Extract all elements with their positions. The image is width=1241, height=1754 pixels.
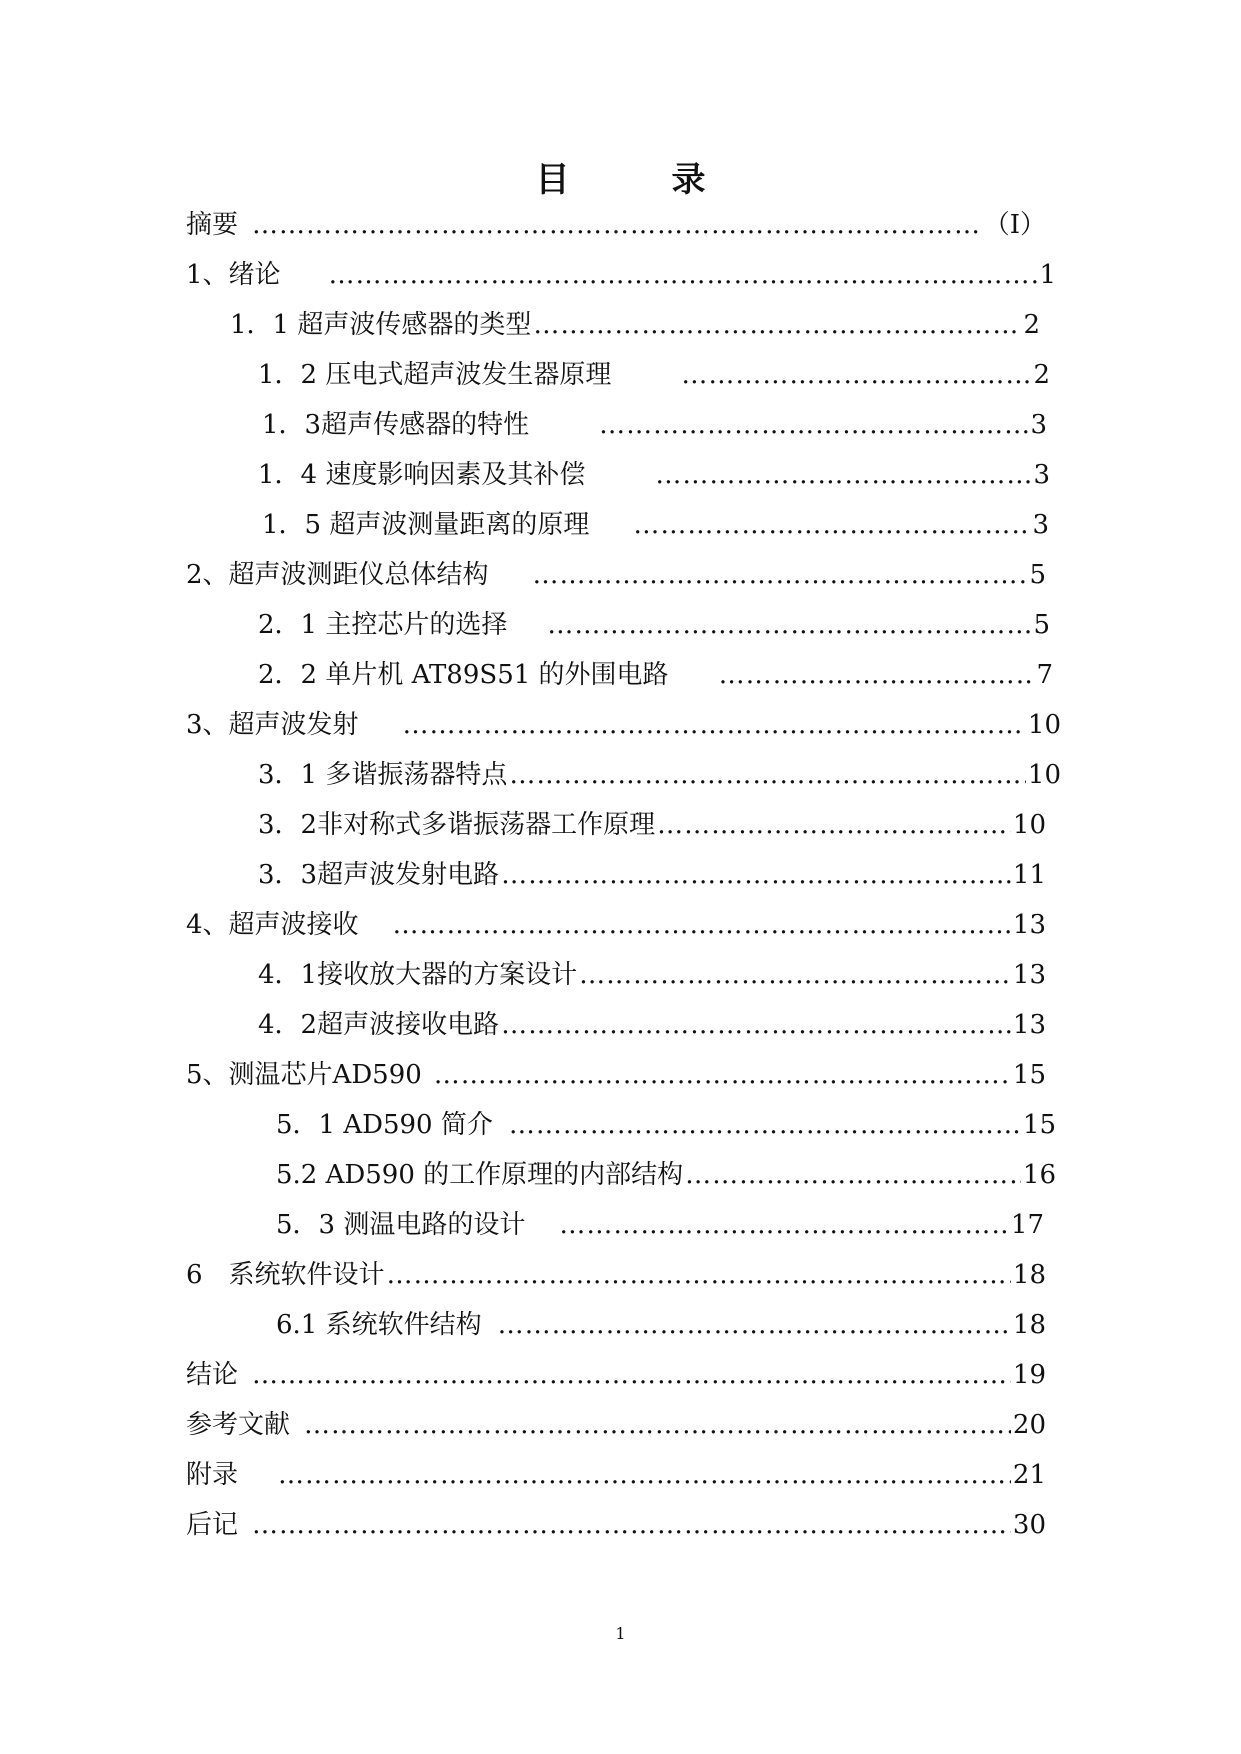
toc-entry-section-2-1[interactable] (258, 605, 1050, 645)
toc-entry-section-1-1[interactable] (230, 305, 1040, 345)
toc-entry-page: 20 (1012, 1410, 1046, 1440)
toc-dot-leader (509, 755, 1026, 795)
toc-entry-abstract[interactable] (186, 205, 1046, 245)
toc-dot-leader (329, 255, 1038, 295)
toc-entry-label: 4．2超声波接收电路 (258, 1010, 500, 1040)
toc-entry-page: 7 (1036, 660, 1053, 690)
toc-entry-label: 4、超声波接收 (186, 910, 359, 940)
toc-entry-page: 3 (1030, 410, 1047, 440)
toc-entry-page: 18 (1012, 1260, 1046, 1290)
toc-entry-page: 21 (1012, 1460, 1046, 1490)
toc-entry-label: 6 系统软件设计 (186, 1260, 385, 1290)
toc-entry-section-6-1[interactable] (276, 1305, 1046, 1345)
toc-dot-leader (387, 1255, 1011, 1295)
toc-entry-section-1-2[interactable] (258, 355, 1050, 395)
footer-page-number: 1 (615, 1624, 626, 1643)
toc-entry-page: 2 (1033, 360, 1050, 390)
toc-entry-label: 2、超声波测距仪总体结构 (186, 560, 489, 590)
toc-entry-section-4-1[interactable] (258, 955, 1046, 995)
toc-entry-label: 1．1 超声波传感器的类型 (230, 310, 532, 340)
toc-entry-chapter-1[interactable] (186, 255, 1056, 295)
toc-entry-section-1-3[interactable] (262, 405, 1047, 445)
toc-dot-leader (252, 205, 982, 245)
toc-entry-label: 摘要 (186, 210, 239, 240)
toc-dot-leader (633, 505, 1030, 545)
toc-entry-page: 18 (1012, 1310, 1046, 1340)
toc-entry-page: 3 (1033, 460, 1050, 490)
toc-entry-section-5-3[interactable] (276, 1205, 1044, 1245)
toc-dot-leader (657, 805, 1011, 845)
toc-entry-conclusion[interactable] (186, 1355, 1046, 1395)
toc-entry-page: 10 (1027, 710, 1061, 740)
toc-dot-leader (509, 1105, 1021, 1145)
toc-dot-leader (655, 455, 1031, 495)
toc-entry-section-1-4[interactable] (258, 455, 1050, 495)
toc-dot-leader (501, 855, 1011, 895)
toc-entry-section-3-2[interactable] (258, 805, 1046, 845)
toc-entry-label: 3、超声波发射 (186, 710, 359, 740)
toc-dot-leader (533, 555, 1028, 595)
toc-dot-leader (719, 655, 1035, 695)
toc-entry-label: 5、测温芯片AD590 (186, 1060, 422, 1090)
toc-entry-page: 5 (1033, 610, 1050, 640)
toc-entry-page: 17 (1010, 1210, 1044, 1240)
toc-entry-page: 16 (1022, 1160, 1056, 1190)
toc-entry-chapter-4[interactable] (186, 905, 1046, 945)
toc-entry-appendix[interactable] (186, 1455, 1046, 1495)
toc-entry-label: 附录 (186, 1460, 239, 1490)
toc-entry-page: 19 (1012, 1360, 1046, 1390)
toc-entry-chapter-2[interactable] (186, 555, 1046, 595)
toc-entry-references[interactable] (186, 1405, 1046, 1445)
toc-dot-leader (278, 1455, 1011, 1495)
toc-entry-chapter-6[interactable] (186, 1255, 1046, 1295)
toc-entry-section-1-5[interactable] (262, 505, 1049, 545)
toc-dot-leader (252, 1355, 1011, 1395)
toc-entry-label: 2．1 主控芯片的选择 (258, 610, 508, 640)
toc-entry-page: 10 (1027, 760, 1061, 790)
toc-entry-section-4-2[interactable] (258, 1005, 1046, 1045)
toc-dot-leader (533, 305, 1021, 345)
toc-entry-label: 5.2 AD590 的工作原理的内部结构 (276, 1160, 684, 1190)
toc-entry-page: 11 (1012, 860, 1046, 890)
toc-entry-label: 1．4 速度影响因素及其补偿 (258, 460, 586, 490)
toc-entry-label: 1．3超声传感器的特性 (262, 410, 530, 440)
toc-entry-label: 3．2非对称式多谐振荡器工作原理 (258, 810, 656, 840)
page-title: 目 录 (535, 160, 740, 200)
toc-entry-page: 13 (1012, 960, 1046, 990)
toc-entry-page: 5 (1029, 560, 1046, 590)
toc-entry-page: 15 (1022, 1110, 1056, 1140)
toc-entry-label: 结论 (186, 1360, 239, 1390)
toc-entry-label: 参考文献 (186, 1410, 291, 1440)
toc-dot-leader (685, 1155, 1021, 1195)
toc-entry-label: 后记 (186, 1510, 239, 1540)
toc-entry-page: 13 (1012, 910, 1046, 940)
toc-dot-leader (252, 1505, 1011, 1545)
toc-entry-chapter-3[interactable] (186, 705, 1061, 745)
toc-dot-leader (559, 1205, 1009, 1245)
toc-entry-label: 1．5 超声波测量距离的原理 (262, 510, 590, 540)
toc-entry-chapter-5[interactable] (186, 1055, 1046, 1095)
toc-dot-leader (304, 1405, 1011, 1445)
toc-entry-section-5-2[interactable] (276, 1155, 1056, 1195)
toc-dot-leader (393, 905, 1011, 945)
toc-entry-label: 2．2 单片机 AT89S51 的外围电路 (258, 660, 669, 690)
toc-dot-leader (501, 1005, 1011, 1045)
toc-entry-page: （Ⅰ） (983, 210, 1046, 240)
toc-entry-label: 5．1 AD590 简介 (276, 1110, 493, 1140)
toc-entry-label: 1．2 压电式超声波发生器原理 (258, 360, 612, 390)
toc-entry-label: 1、绪论 (186, 260, 281, 290)
toc-dot-leader (547, 605, 1031, 645)
toc-entry-page: 1 (1039, 260, 1056, 290)
toc-entry-section-5-1[interactable] (276, 1105, 1056, 1145)
toc-entry-label: 3．1 多谐振荡器特点 (258, 760, 508, 790)
toc-entry-label: 6.1 系统软件结构 (276, 1310, 482, 1340)
toc-entry-page: 10 (1012, 810, 1046, 840)
toc-entry-label: 5．3 测温电路的设计 (276, 1210, 526, 1240)
toc-entry-page: 2 (1023, 310, 1040, 340)
toc-entry-page: 13 (1012, 1010, 1046, 1040)
toc-dot-leader (403, 705, 1026, 745)
toc-entry-section-3-1[interactable] (258, 755, 1061, 795)
toc-dot-leader (434, 1055, 1011, 1095)
toc-entry-page: 15 (1012, 1060, 1046, 1090)
toc-dot-leader (579, 955, 1011, 995)
toc-entry-afterword[interactable] (186, 1505, 1046, 1545)
toc-dot-leader (498, 1305, 1011, 1345)
toc-dot-leader (599, 405, 1028, 445)
toc-entry-label: 4．1接收放大器的方案设计 (258, 960, 578, 990)
toc-entry-label: 3．3超声波发射电路 (258, 860, 500, 890)
toc-dot-leader (681, 355, 1031, 395)
toc-entry-section-2-2[interactable] (258, 655, 1053, 695)
toc-entry-page: 30 (1012, 1510, 1046, 1540)
toc-entry-section-3-3[interactable] (258, 855, 1046, 895)
toc-entry-page: 3 (1032, 510, 1049, 540)
